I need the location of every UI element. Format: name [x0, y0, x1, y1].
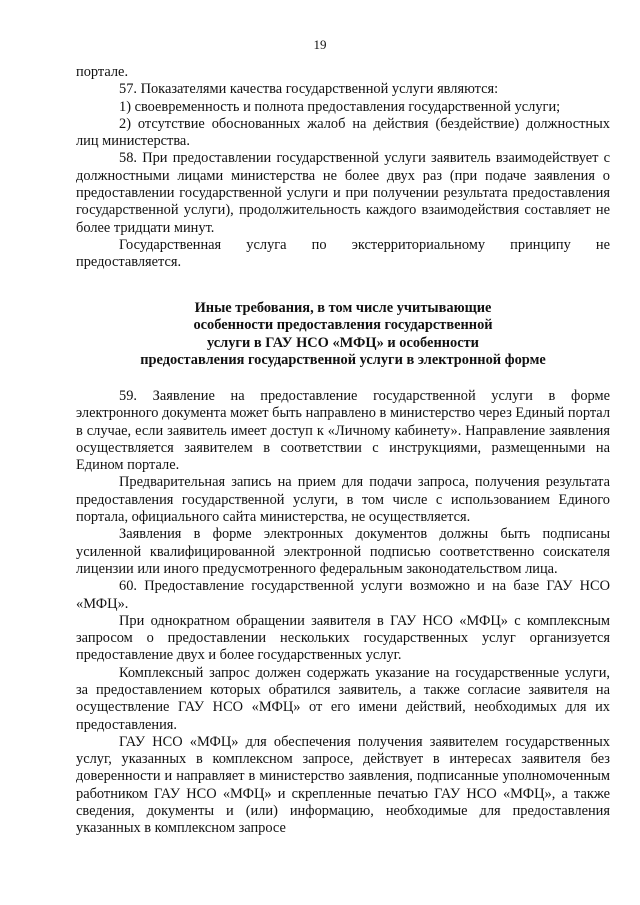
paragraph: ГАУ НСО «МФЦ» для обеспечения получения заявителем государственных услуг, указанных в комплексном запросе, действует в интересах заявителя без доверенности и направляет в министерство заявления, подписанные уполномоченным работником ГАУ НСО «МФЦ» и скрепленные печатью ГАУ НСО «МФЦ», а также сведения, документы и (или) информацию, необходимые для предоставления указанных в комплексном запросе — [76, 733, 610, 837]
paragraph: 57. Показателями качества государственной услуги являются: — [119, 81, 499, 98]
paragraphs-after-heading — [76, 388, 610, 838]
paragraph: Заявления в форме электронных документов должны быть подписаны усиленной квалифицированной электронной подписью соответственно соискателя лицензии или иного предусмотренного федеральным законодательством лица. — [76, 526, 610, 577]
paragraph: 1) своевременность и полнота предоставления государственной услуги; — [119, 98, 561, 115]
paragraph: Государственная услуга по экстерриториальному принципу не предоставляется. — [76, 236, 610, 271]
heading-line: предоставления государственной услуги в электронной форме — [140, 352, 546, 369]
paragraphs-before-heading — [76, 64, 610, 272]
paragraph: 2) отсутствие обоснованных жалоб на действия (бездействие) должностных лиц министерства. — [76, 115, 610, 150]
paragraph: 59. Заявление на предоставление государственной услуги в форме электронного документа может быть направлено в министерство через Единый портал в случае, если заявитель имеет доступ к «Личному кабинету». Направление заявления осуществляется заявителем в соответствии с инструкциями, размещенными на Едином портале. — [76, 387, 610, 474]
paragraph: 60. Предоставление государственной услуги возможно и на базе ГАУ НСО «МФЦ». — [76, 578, 610, 612]
section-heading — [76, 300, 610, 370]
paragraph: портале. — [76, 64, 129, 80]
paragraph: При однократном обращении заявителя в ГАУ НСО «МФЦ» с комплексным запросом о предоставлении нескольких государственных услуг организуется предоставление двух и более государственных услуг. — [76, 612, 610, 664]
heading-line: особенности предоставления государственной — [193, 317, 493, 334]
document-body — [76, 64, 610, 838]
page-number: 19 — [313, 37, 327, 52]
paragraph: Комплексный запрос должен содержать указание на государственные услуги, за предоставлением которых обратился заявитель, а также согласие заявителя на осуществление ГАУ НСО «МФЦ» от его имени действий, необходимых для их предоставления. — [76, 664, 610, 733]
paragraph: Предварительная запись на прием для подачи запроса, получения результата предоставления государственной услуги, в том числе с использованием Единого портала, официального сайта министерства, не осуществляется. — [76, 474, 610, 526]
heading-line: Иные требования, в том числе учитывающие — [194, 299, 492, 316]
paragraph: 58. При предоставлении государственной услуги заявитель взаимодействует с должностными лицами министерства не более двух раз (при подаче заявления о предоставлении государственной услуги и при получении результата предоставления государственной услуги), продолжительность каждого взаимодействия составляет не более тридцати минут. — [76, 150, 610, 236]
heading-line: услуги в ГАУ НСО «МФЦ» и особенности — [207, 334, 479, 351]
